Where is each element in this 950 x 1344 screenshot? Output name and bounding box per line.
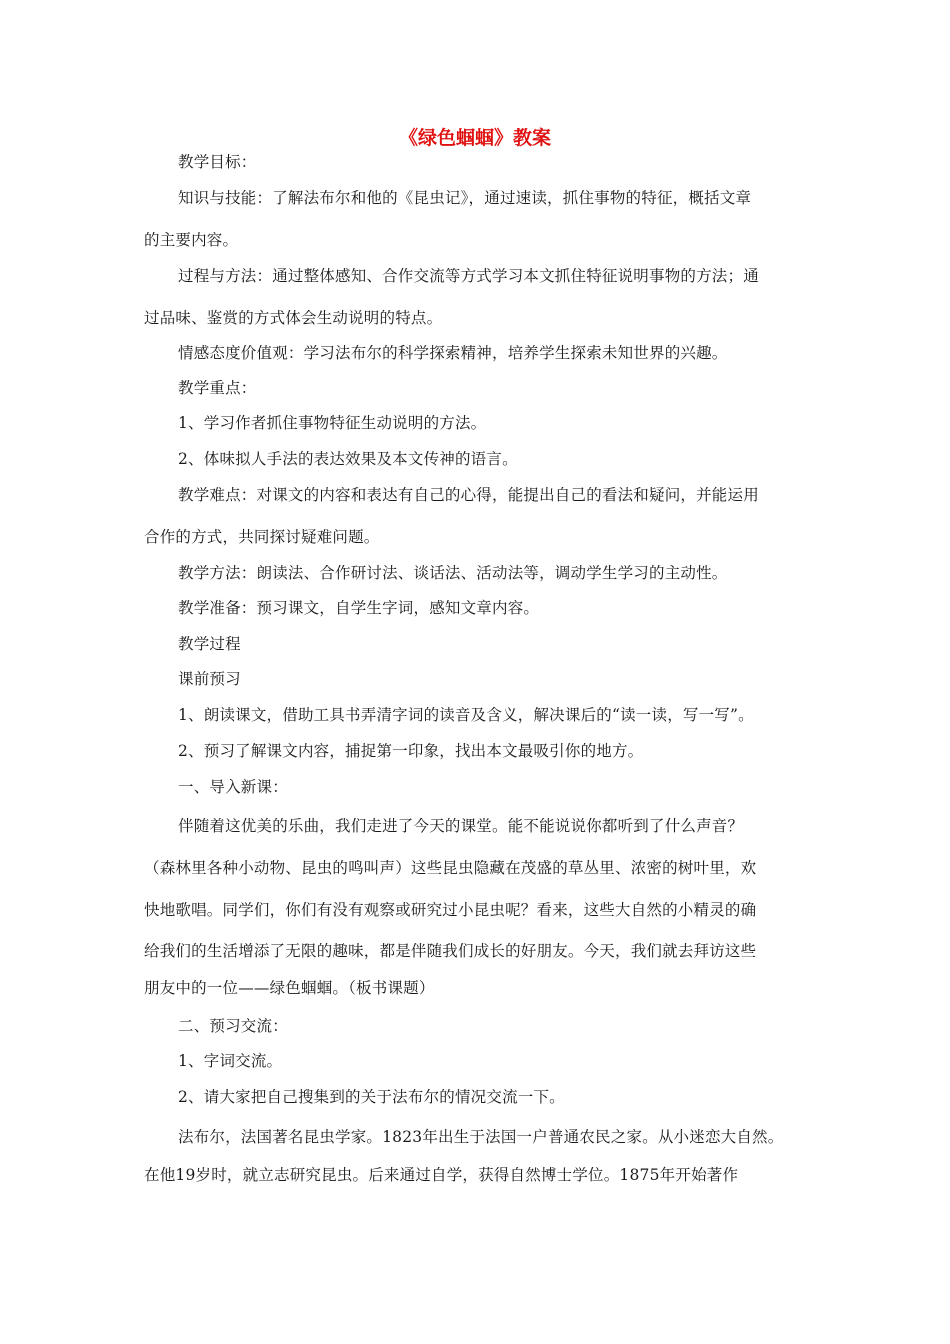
text-line: 快地歌唱。同学们，你们有没有观察或研究过小昆虫呢？看来，这些大自然的小精灵的确 (144, 901, 757, 919)
section-heading: 一、导入新课： (178, 778, 288, 796)
text-line: 教学重点： (178, 379, 257, 397)
text-line: 2、预习了解课文内容，捕捉第一印象，找出本文最吸引你的地方。 (178, 742, 644, 760)
text-line: 朋友中的一位——绿色蝈蝈。（板书课题） (144, 979, 435, 997)
text-line: （森林里各种小动物、昆虫的鸣叫声）这些昆虫隐藏在茂盛的草丛里、浓密的树叶里，欢 (144, 859, 757, 877)
text-line: 过程与方法：通过整体感知、合作交流等方式学习本文抓住特征说明事物的方法；通 (178, 267, 759, 285)
text-line: 伴随着这优美的乐曲，我们走进了今天的课堂。能不能说说你都听到了什么声音？ (178, 817, 744, 835)
text-line: 教学准备：预习课文，自学生字词，感知文章内容。 (178, 599, 540, 617)
text-line: 1、学习作者抓住事物特征生动说明的方法。 (178, 414, 487, 432)
text-line: 知识与技能：了解法布尔和他的《昆虫记》，通过速读，抓住事物的特征，概括文章 (178, 189, 752, 207)
document-title: 《绿色蝈蝈》教案 (398, 127, 551, 149)
text-line: 法布尔，法国著名昆虫学家。1823年出生于法国一户普通农民之家。从小迷恋大自然。 (178, 1128, 784, 1146)
text-line: 1、朗读课文，借助工具书弄清字词的读音及含义，解决课后的“读一读，写一写”。 (178, 706, 754, 724)
text-line: 教学目标： (178, 153, 257, 171)
text-line: 的主要内容。 (144, 231, 239, 249)
text-line: 给我们的生活增添了无限的趣味，都是伴随我们成长的好朋友。今天，我们就去拜访这些 (144, 942, 757, 960)
text-line: 情感态度价值观：学习法布尔的科学探索精神，培养学生探索未知世界的兴趣。 (178, 344, 728, 362)
section-heading: 课前预习 (178, 670, 241, 688)
text-line: 2、请大家把自己搜集到的关于法布尔的情况交流一下。 (178, 1088, 565, 1106)
text-line: 过品味、鉴赏的方式体会生动说明的特点。 (144, 309, 443, 327)
section-heading: 教学过程 (178, 635, 241, 653)
text-line: 教学方法：朗读法、合作研讨法、谈话法、活动法等，调动学生学习的主动性。 (178, 564, 728, 582)
text-line: 合作的方式，共同探讨疑难问题。 (144, 528, 380, 546)
text-line: 2、体味拟人手法的表达效果及本文传神的语言。 (178, 450, 518, 468)
text-line: 在他19岁时，就立志研究昆虫。后来通过自学，获得自然博士学位。1875年开始著作 (144, 1166, 739, 1184)
text-line: 教学难点：对课文的内容和表达有自己的心得，能提出自己的看法和疑问，并能运用 (178, 486, 759, 504)
text-line: 1、字词交流。 (178, 1052, 283, 1070)
section-heading: 二、预习交流： (178, 1017, 288, 1035)
